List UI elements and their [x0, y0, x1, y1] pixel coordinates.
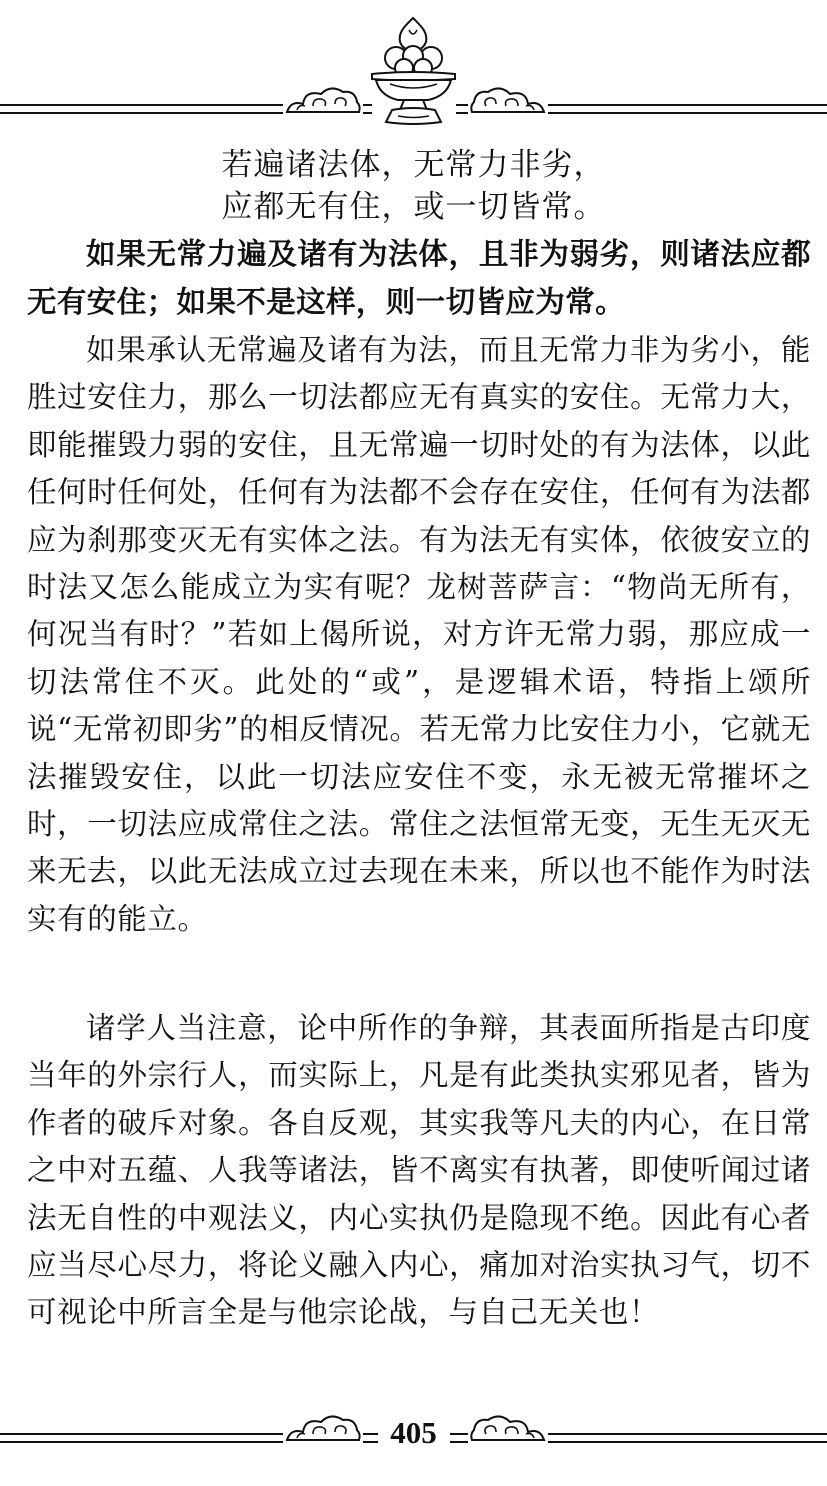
summary-paragraph: 如果无常力遍及诸有为法体，且非为弱劣，则诸法应都无有安住；如果不是这样，则一切皆应为常。: [27, 236, 811, 319]
auspicious-cloud-icon-right: [468, 82, 548, 122]
verse-line-2: 应都无有住，或一切皆常。: [221, 189, 606, 225]
auspicious-cloud-icon-left: [283, 82, 363, 122]
advice-paragraph: 诸学人当注意，论中所作的争辩，其表面所指是古印度当年的外宗行人，而实际上，凡是有此类执实邪见者，皆为作者的破斥对象。各自反观，其实我等凡夫的内心，在日常之中对五蕴、人我等诸法，皆不离实有执著，即使听闻过诸法无自性的中观法义，内心实执仍是隐现不绝。因此有心者应当尽心尽力，将论义融入内心，痛加对治实执习气，切不可视论中所言全是与他宗论战，与自己无关也！: [27, 1011, 811, 1330]
page-number: 405: [390, 1415, 437, 1450]
commentary-paragraph: 如果承认无常遍及诸有为法，而且无常力非为劣小，能胜过安住力，那么一切法都应无有真实的安住。无常力大，即能摧毁力弱的安住，且无常遍一切时处的有为法体，以此任何时任何处，任何有为法都不会存在安住，任何有为法都应为刹那变灭无有实体之法。有为法无有实体，依彼安立的时法又怎么能成立为实有呢？龙树菩萨言：“物尚无所有，何况当有时？”若如上偈所说，对方许无常力弱，那应成一切法常住不灭。此处的“或”，是逻辑术语，特指上颂所说“无常初即劣”的相反情况。若无常力比安住力小，它就无法摧毁安住，以此一切法应安住不变，永无被无常摧坏之时，一切法应成常住之法。常住之法恒常无变，无生无灭无来无去，以此无法成立过去现在未来，所以也不能作为时法实有的能立。: [27, 333, 811, 936]
offering-bowl-icon: [0, 0, 827, 135]
header-ornament: [0, 0, 827, 135]
verse-line-1: 若遍诸法体，无常力非劣，: [221, 147, 606, 183]
